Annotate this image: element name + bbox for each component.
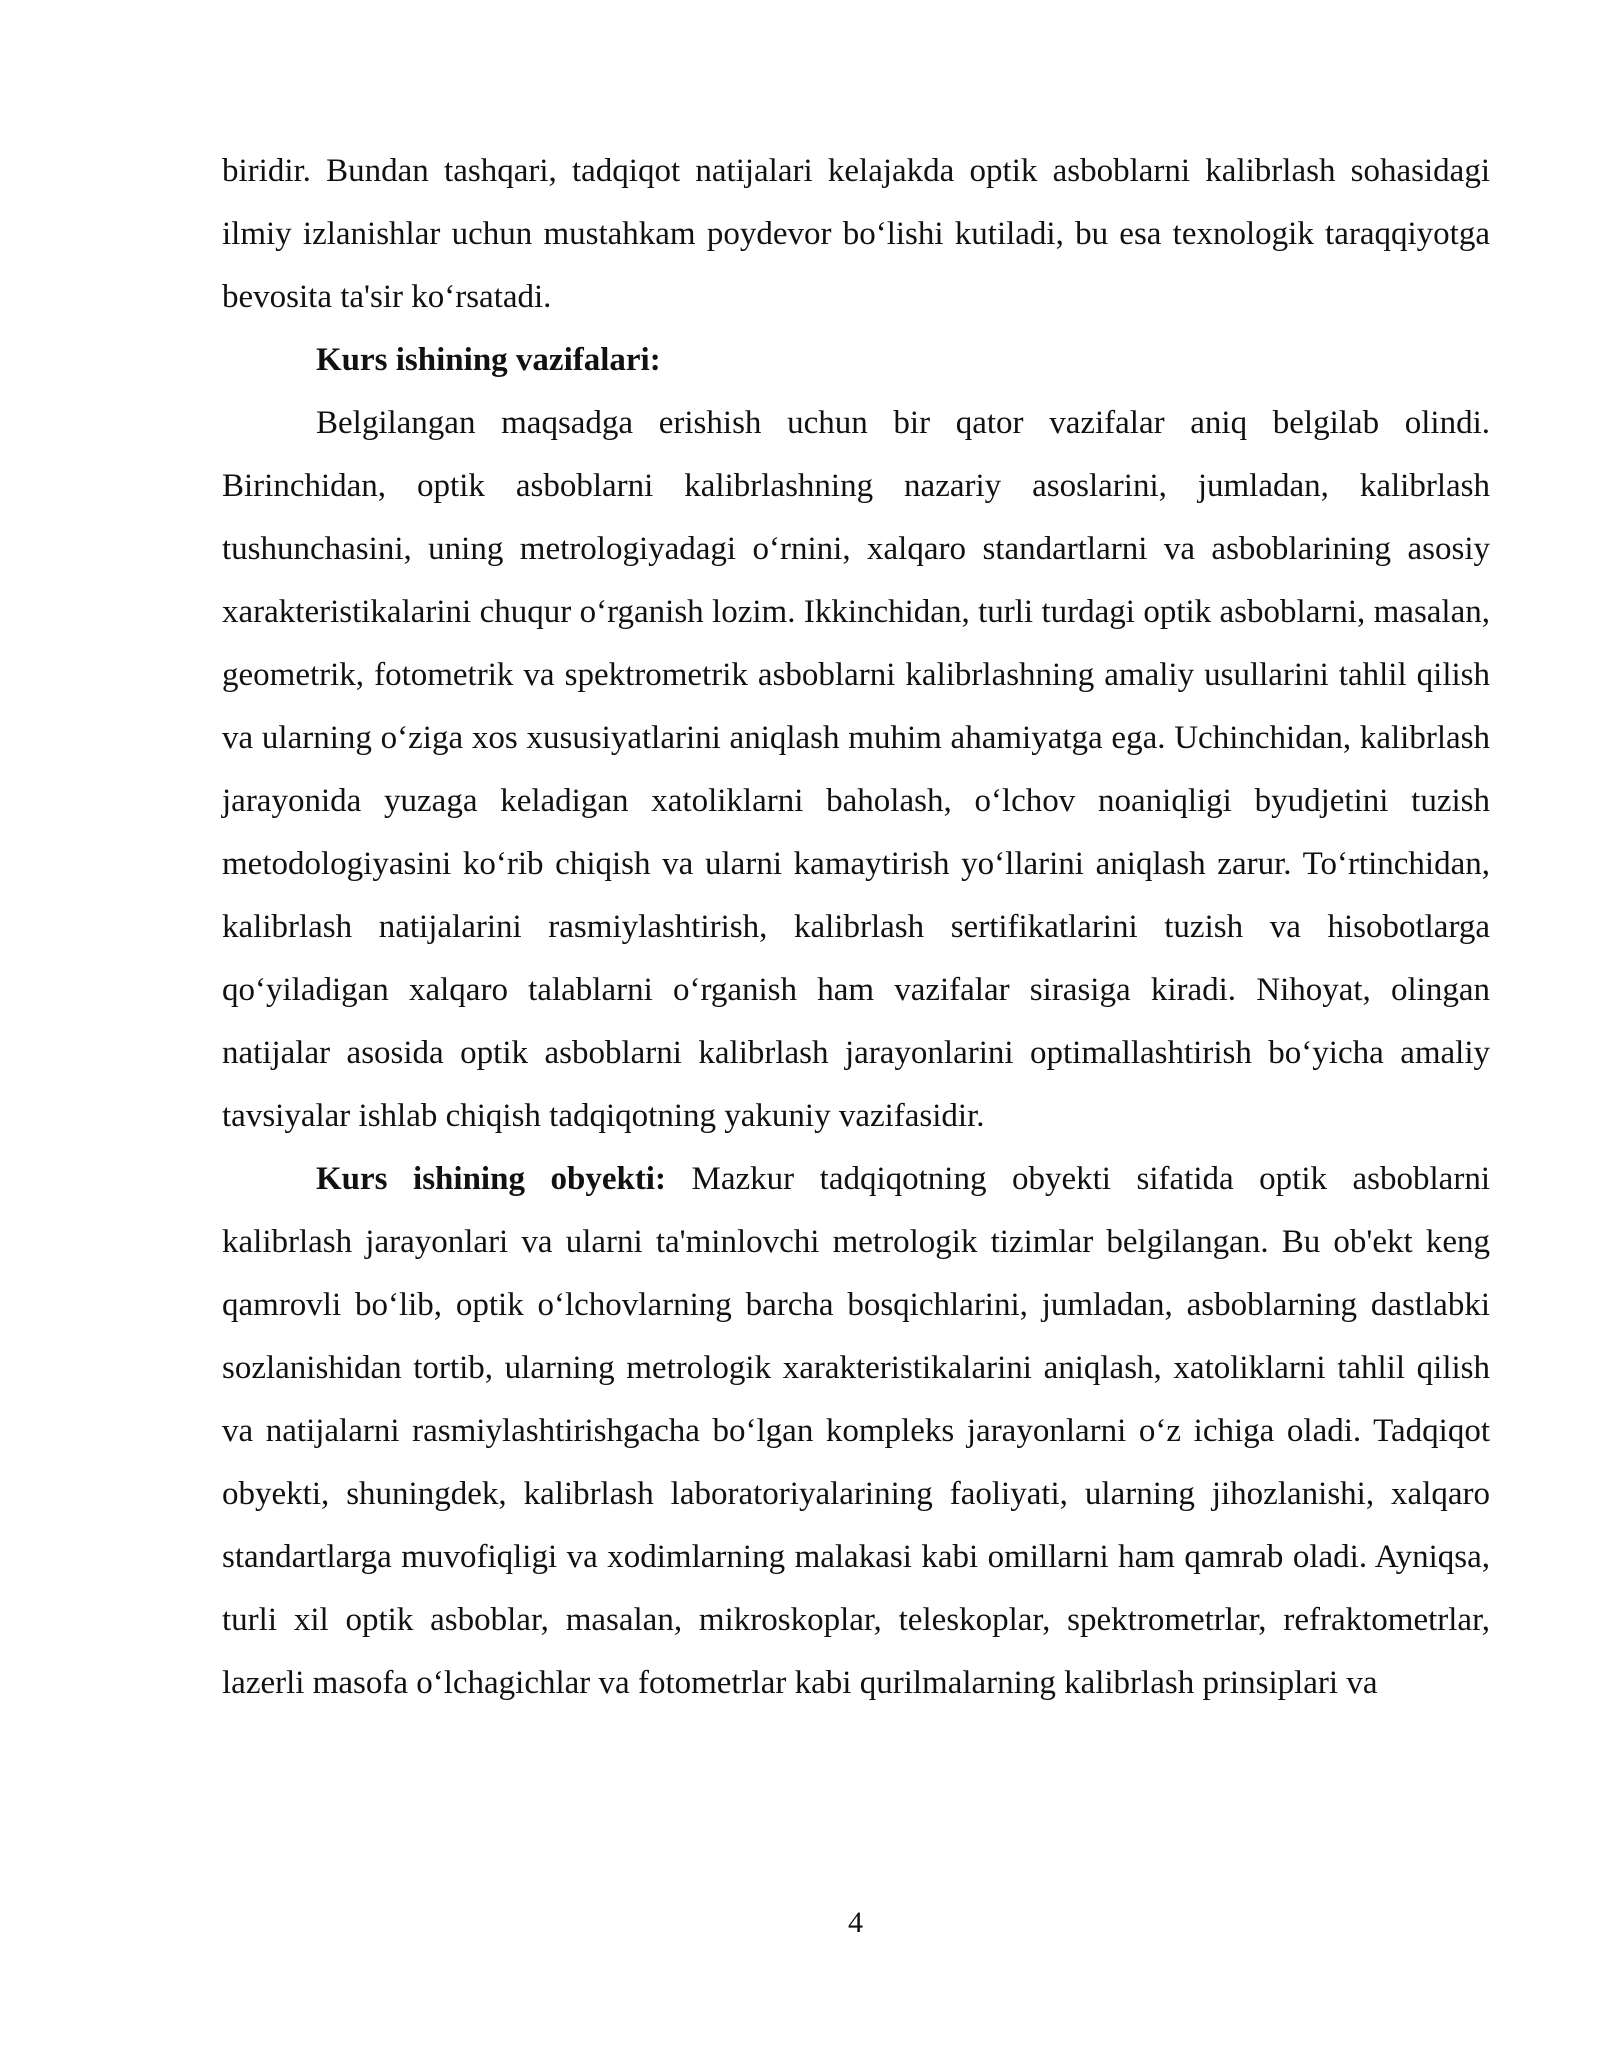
- page-number: 4: [848, 1906, 863, 1939]
- heading-obyekti: Kurs ishining obyekti:: [316, 1161, 666, 1197]
- document-body: [222, 140, 1490, 1715]
- paragraph-obyekti: [222, 1148, 1490, 1715]
- paragraph-obyekti-text: Mazkur tadqiqotning obyekti sifatida optik asboblarni kalibrlash jarayonlari va ularni ta'minlovchi metrologik tizimlar belgilangan. Bu ob'ekt keng qamrovli bo‘lib, optik o‘lchovlarning barcha bosqichlarini, jumladan, asboblarning dastlabki sozlanishidan tortib, ularning metrologik xarakteristikalarini aniqlash, xatoliklarni tahlil qilish va natijalarni rasmiylashtirishgacha bo‘lgan kompleks jarayonlarni o‘z ichiga oladi. Tadqiqot obyekti, shuningdek, kalibrlash laboratoriyalarining faoliyati, ularning jihozlanishi, xalqaro standartlarga muvofiqligi va xodimlarning malakasi kabi omillarni ham qamrab oladi. Ayniqsa, turli xil optik asboblar, masalan, mikroskoplar, teleskoplar, spektrometrlar, refraktometrlar, lazerli masofa o‘lchagichlar va fotometrlar kabi qurilmalarning kalibrlash prinsiplari va: [222, 1161, 1490, 1701]
- heading-vazifalari: Kurs ishining vazifalari:: [316, 342, 661, 378]
- paragraph-vazifalari: Belgilangan maqsadga erishish uchun bir qator vazifalar aniq belgilab olindi. Birinchidan, optik asboblarni kalibrlashning nazariy asoslarini, jumladan, kalibrlash tushunchasini, uning metrologiyadagi o‘rnini, xalqaro standartlarni va asboblarining asosiy xarakteristikalarini chuqur o‘rganish lozim. Ikkinchidan, turli turdagi optik asboblarni, masalan, geometrik, fotometrik va spektrometrik asboblarni kalibrlashning amaliy usullarini tahlil qilish va ularning o‘ziga xos xususiyatlarini aniqlash muhim ahamiyatga ega. Uchinchidan, kalibrlash jarayonida yuzaga keladigan xatoliklarni baholash, o‘lchov noaniqligi byudjetini tuzish metodologiyasini ko‘rib chiqish va ularni kamaytirish yo‘llarini aniqlash zarur. To‘rtinchidan, kalibrlash natijalarini rasmiylashtirish, kalibrlash sertifikatlarini tuzish va hisobotlarga qo‘yiladigan xalqaro talablarni o‘rganish ham vazifalar sirasiga kiradi. Nihoyat, olingan natijalar asosida optik asboblarni kalibrlash jarayonlarini optimallashtirish bo‘yicha amaliy tavsiyalar ishlab chiqish tadqiqotning yakuniy vazifasidir.: [222, 405, 1490, 1134]
- paragraph-continuation: biridir. Bundan tashqari, tadqiqot natijalari kelajakda optik asboblarni kalibrlash sohasidagi ilmiy izlanishlar uchun mustahkam poydevor bo‘lishi kutiladi, bu esa texnologik taraqqiyotga bevosita ta'sir ko‘rsatadi.: [222, 153, 1490, 315]
